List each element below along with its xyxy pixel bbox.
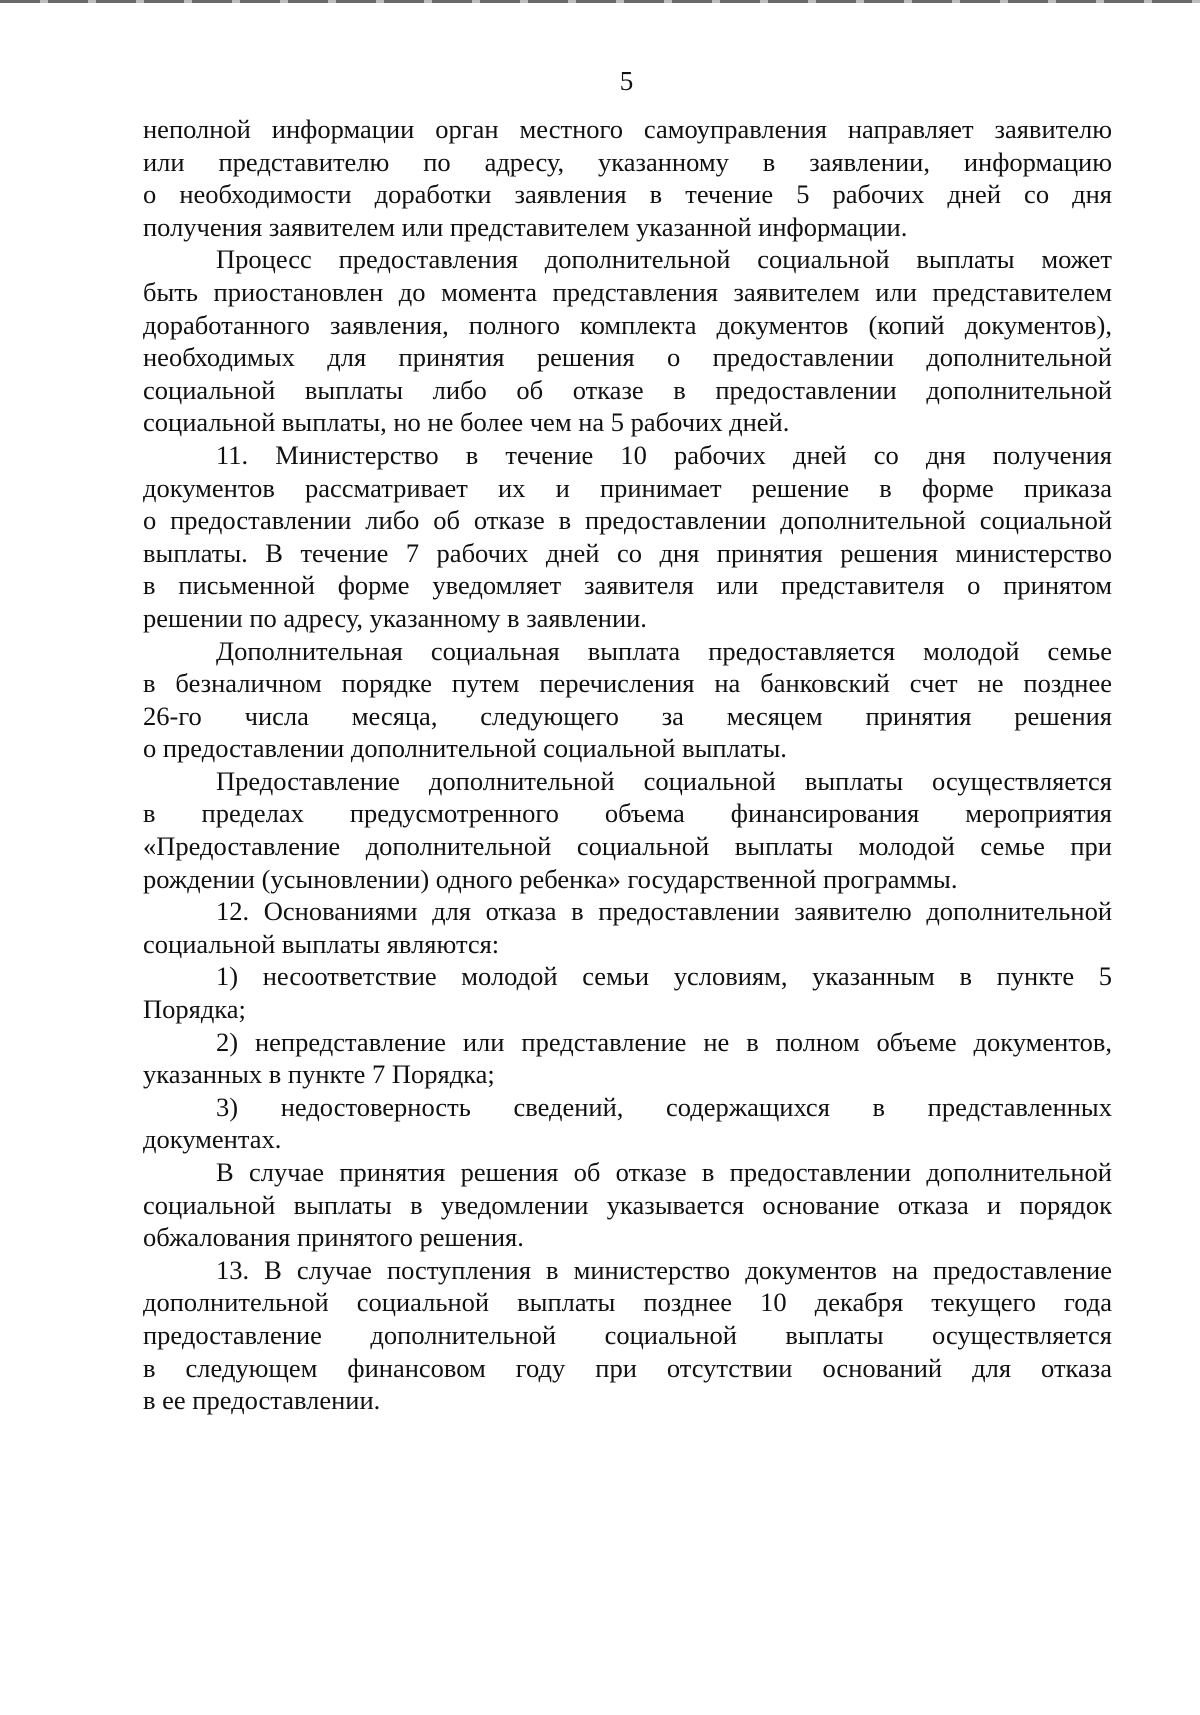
text-line: Порядка; bbox=[143, 994, 246, 1025]
paragraph-p2 bbox=[143, 243, 1112, 439]
text-line: 2) непредставление или представление не в полном объеме документов, bbox=[216, 1026, 1112, 1057]
text-line: неполной информации орган местного самоуправления направляет заявителю bbox=[143, 114, 1112, 144]
text-line: или представителю по адресу, указанному в заявлении, информацию bbox=[143, 146, 1112, 177]
text-line: 12. Основаниями для отказа в предоставлении заявителю дополнительной bbox=[216, 896, 1112, 927]
paragraph-p5 bbox=[143, 765, 1112, 895]
text-line: о необходимости доработки заявления в течение 5 рабочих дней со дня bbox=[143, 179, 1112, 210]
text-line: необходимых для принятия решения о предоставлении дополнительной bbox=[143, 342, 1112, 373]
paragraph-p8 bbox=[143, 1026, 1112, 1091]
text-line: в письменной форме уведомляет заявителя или представителя о принятом bbox=[143, 570, 1112, 601]
text-line: дополнительной социальной выплаты позднее 10 декабря текущего года bbox=[143, 1287, 1112, 1318]
text-line: в следующем финансовом году при отсутствии оснований для отказа bbox=[143, 1352, 1112, 1383]
text-line: социальной выплаты в уведомлении указывается основание отказа и порядок bbox=[143, 1189, 1112, 1220]
text-line: 26-го числа месяца, следующего за месяцем принятия решения bbox=[143, 700, 1112, 731]
paragraph-p10 bbox=[143, 1156, 1112, 1254]
paragraph-p7 bbox=[143, 960, 1112, 1025]
text-line: 3) недостоверность сведений, содержащихся в представленных bbox=[216, 1091, 1112, 1122]
text-line: указанных в пункте 7 Порядка; bbox=[143, 1059, 495, 1090]
text-line: 1) несоответствие молодой семьи условиям, указанным в пункте 5 bbox=[216, 961, 1112, 992]
text-line: о предоставлении либо об отказе в предоставлении дополнительной социальной bbox=[143, 505, 1112, 536]
page-number: 5 bbox=[619, 66, 634, 96]
paragraph-p3 bbox=[143, 439, 1112, 635]
text-line: Предоставление дополнительной социальной выплаты осуществляется bbox=[216, 765, 1112, 796]
text-line: документах. bbox=[143, 1124, 282, 1155]
paragraph-p11 bbox=[143, 1254, 1112, 1417]
text-line: в безналичном порядке путем перечисления на банковский счет не позднее bbox=[143, 668, 1112, 699]
text-line: решении по адресу, указанному в заявлении. bbox=[143, 602, 647, 633]
text-line: доработанного заявления, полного комплекта документов (копий документов), bbox=[143, 309, 1112, 340]
text-line: «Предоставление дополнительной социальной выплаты молодой семье при bbox=[143, 831, 1112, 862]
paragraph-p6 bbox=[143, 895, 1112, 960]
text-line: документов рассматривает их и принимает решение в форме приказа bbox=[143, 472, 1112, 503]
text-line: получения заявителем или представителем указанной информации. bbox=[143, 211, 908, 242]
text-line: 13. В случае поступления в министерство документов на предоставление bbox=[216, 1254, 1112, 1285]
scan-top-edge bbox=[0, 0, 1200, 3]
paragraph-p4 bbox=[143, 635, 1112, 765]
text-line: социальной выплаты либо об отказе в предоставлении дополнительной bbox=[143, 374, 1112, 405]
text-line: выплаты. В течение 7 рабочих дней со дня принятия решения министерство bbox=[143, 537, 1112, 568]
text-line: быть приостановлен до момента представления заявителем или представителем bbox=[143, 276, 1112, 307]
text-line: Процесс предоставления дополнительной социальной выплаты может bbox=[216, 244, 1112, 275]
paragraph-p1 bbox=[143, 113, 1112, 243]
text-line: предоставление дополнительной социальной выплаты осуществляется bbox=[143, 1319, 1112, 1350]
paragraph-p9 bbox=[143, 1091, 1112, 1156]
text-line: в ее предоставлении. bbox=[143, 1385, 381, 1416]
text-line: 11. Министерство в течение 10 рабочих дней со дня получения bbox=[216, 439, 1112, 470]
text-line: Дополнительная социальная выплата предоставляется молодой семье bbox=[216, 635, 1112, 666]
text-line: обжалования принятого решения. bbox=[143, 1222, 524, 1253]
text-line: В случае принятия решения об отказе в предоставлении дополнительной bbox=[216, 1157, 1112, 1187]
text-line: в пределах предусмотренного объема финансирования мероприятия bbox=[143, 798, 1112, 829]
text-line: социальной выплаты являются: bbox=[143, 928, 500, 959]
text-line: о предоставлении дополнительной социальной выплаты. bbox=[143, 733, 787, 764]
text-line: рождении (усыновлении) одного ребенка» государственной программы. bbox=[143, 863, 958, 894]
text-line: социальной выплаты, но не более чем на 5 рабочих дней. bbox=[143, 407, 790, 438]
document-body bbox=[143, 113, 1112, 1417]
